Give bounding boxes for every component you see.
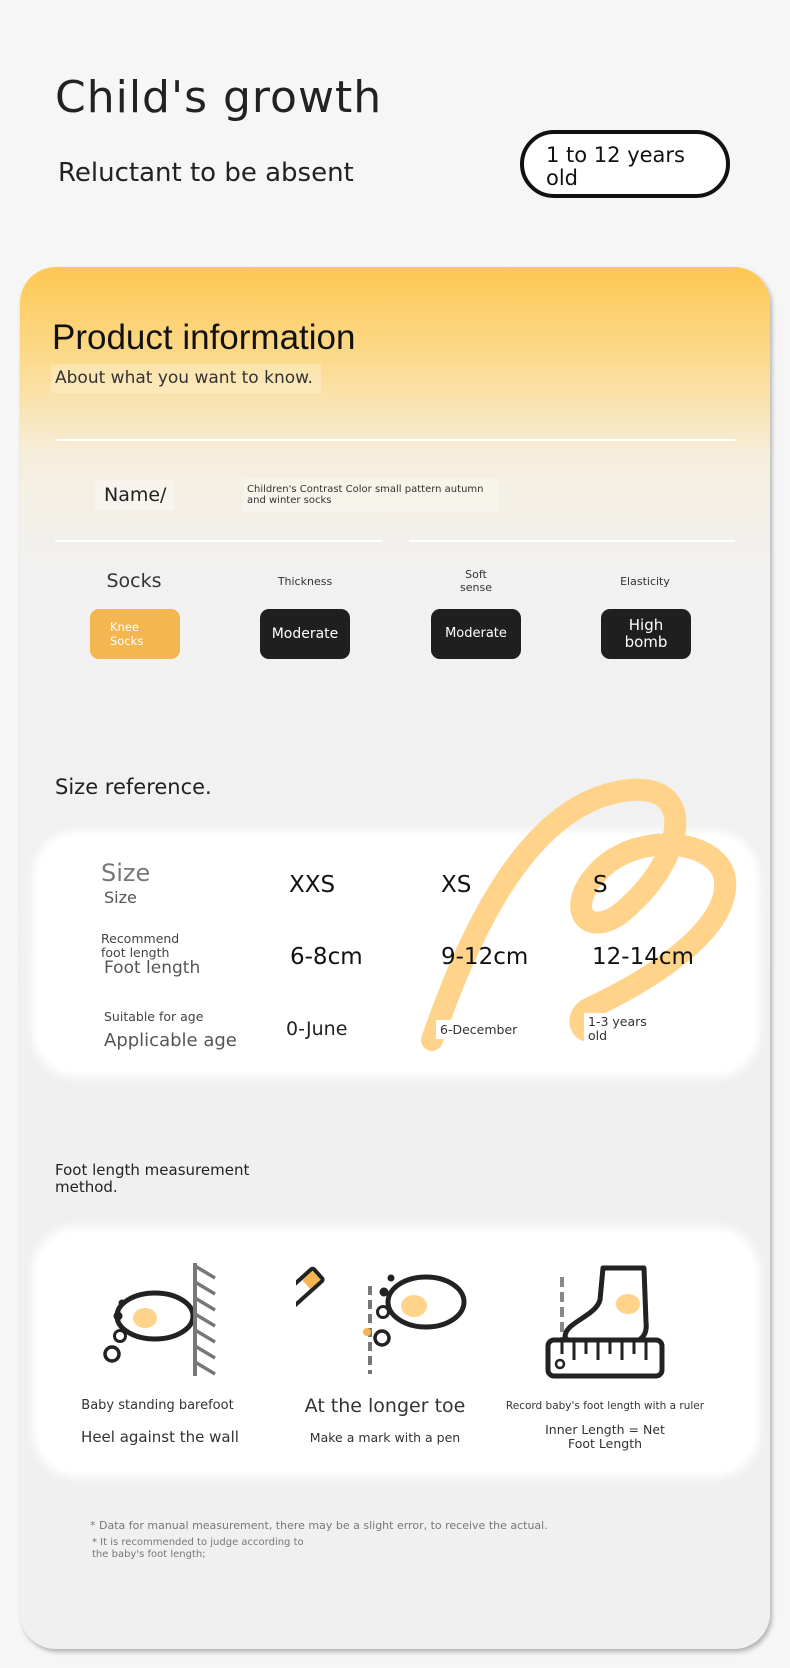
foot-length-s: 12-14cm [592, 944, 694, 970]
age-xs: 6-December [436, 1020, 521, 1039]
size-xs: XS [441, 872, 472, 898]
product-info-subtitle: About what you want to know. [51, 364, 321, 393]
step1-caption-small: Baby standing barefoot [81, 1398, 234, 1413]
measurement-title: Foot length measurement method. [55, 1161, 250, 1196]
attr-tag-knee-socks: Knee Socks [90, 609, 180, 659]
attr-heading-socks: Socks [106, 570, 162, 592]
attr-heading-thickness: Thickness [277, 575, 333, 588]
row-label-age-small: Suitable for age [104, 1009, 204, 1024]
step2-caption-main: At the longer toe [304, 1395, 466, 1417]
foot-length-xxs: 6-8cm [290, 944, 363, 970]
product-info-title: Product information [52, 318, 356, 357]
attr-heading-soft-sense: Soft sense [460, 568, 492, 594]
step3-caption-small: Record baby's foot length with a ruler [505, 1400, 705, 1412]
age-xxs: 0-June [286, 1018, 348, 1040]
step2-caption-small: Make a mark with a pen [309, 1430, 461, 1445]
row-label-age: Applicable age [104, 1030, 237, 1051]
step1-caption-main: Heel against the wall [81, 1428, 239, 1446]
attr-tag-thickness: Moderate [260, 609, 350, 659]
foot-wall-icon [100, 1258, 230, 1378]
attr-heading-elasticity: Elasticity [620, 575, 670, 588]
ruler-foot-icon [540, 1262, 670, 1380]
pen-mark-icon [296, 1266, 476, 1376]
name-label: Name/ [95, 480, 174, 510]
note-2: * It is recommended to judge according to the baby's foot length; [92, 1537, 304, 1560]
name-value: Children's Contrast Color small pattern autumn and winter socks [243, 478, 499, 512]
attr-tag-elasticity: High bomb [601, 609, 691, 659]
page-title: Child's growth [55, 72, 383, 123]
row-label-foot-small: Recommend foot length [101, 931, 180, 960]
scribble-path [432, 790, 725, 1040]
note-1: * Data for manual measurement, there may be a slight error, to receive the actual. [90, 1519, 548, 1532]
age-range-badge: 1 to 12 years old [520, 130, 730, 198]
attr-tag-soft-sense: Moderate [431, 609, 521, 659]
age-s: 1-3 years old [584, 1013, 662, 1045]
row-label-size-small: Size [101, 859, 151, 887]
foot-length-xs: 9-12cm [441, 944, 529, 970]
size-s: S [593, 872, 608, 898]
page-subtitle: Reluctant to be absent [58, 158, 354, 188]
size-xxs: XXS [289, 872, 336, 898]
size-reference-title: Size reference. [55, 775, 212, 799]
row-label-size: Size [104, 888, 137, 907]
row-label-foot: Foot length [104, 958, 201, 978]
step3-caption-main: Inner Length = Net Foot Length [545, 1422, 665, 1451]
